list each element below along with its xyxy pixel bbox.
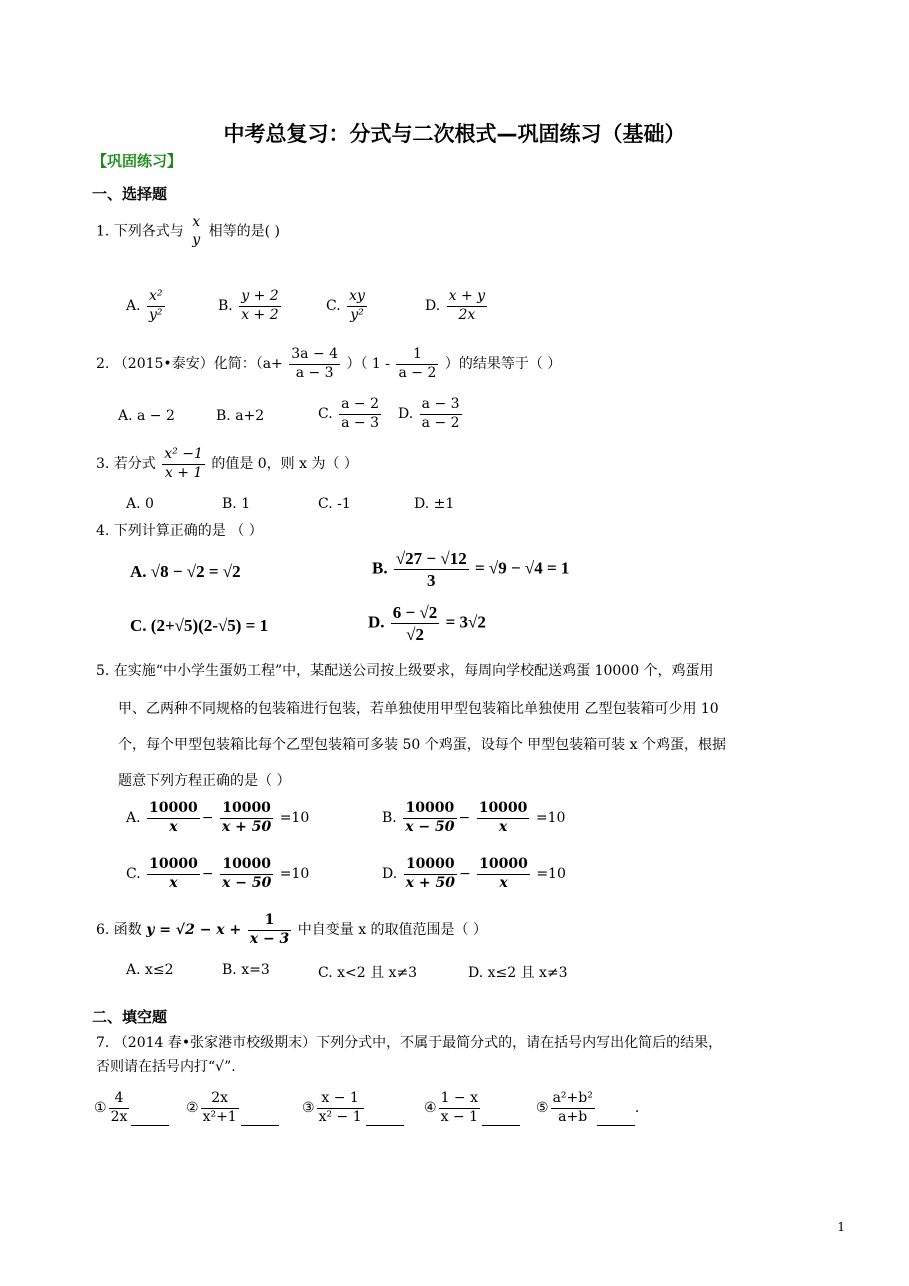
option-label: B.: [372, 558, 388, 578]
option-den: a − 2: [421, 414, 460, 431]
option-den: x + 50: [405, 874, 455, 891]
option-den: x − 50: [222, 874, 272, 891]
q2-stem-pre: 2. （2015•泰安）化简：（a+: [96, 356, 283, 372]
question-7-line-1: 7. （2014 春•张家港市校级期末）下列分式中，不属于最简分式的，请在括号内写出化简后的结果，: [96, 1035, 723, 1051]
item-den: 2x: [110, 1108, 128, 1125]
q7-item-3: [302, 1090, 404, 1126]
page-title: 中考总复习：分式与二次根式—巩固练习（基础）: [223, 122, 686, 146]
question-5-line-4: 题意下列方程正确的是（ ）: [118, 773, 291, 789]
option-den: x: [169, 818, 178, 835]
q3-option-d: D. ±1: [414, 496, 455, 512]
page-number: 1: [837, 1220, 845, 1234]
item-end: .: [634, 1100, 640, 1116]
option-den: √2: [406, 625, 424, 645]
q2-stem-mid: ）（ 1 -: [346, 356, 391, 372]
q5-option-d: D. $\frac{10000}{x + 50}$ − $\frac{10000}{x}$ =10: [382, 856, 566, 891]
question-5-line-2: 甲、乙两种不同规格的包装箱进行包装，若单独使用甲型包装箱比单独使用 乙型包装箱可少用 10: [118, 701, 719, 717]
q7-item-5: [536, 1090, 639, 1126]
q1-option-b: [218, 288, 283, 324]
option-num: 10000: [220, 856, 273, 875]
q1-stem-pre: 1. 下列各式与: [96, 223, 184, 240]
option-label: A.: [126, 810, 141, 826]
option-num: √27 − √12: [394, 548, 469, 570]
q2-stem-post: ）的结果等于（ ）: [444, 356, 562, 372]
q5-option-a: A. $\frac{10000}{x}$ − $\frac{10000}{x + 50}$ =10: [126, 800, 310, 835]
q7-item-4: [424, 1090, 520, 1126]
question-2: [96, 346, 561, 382]
option-num: 10000: [477, 800, 530, 819]
option-label: C.: [126, 866, 141, 882]
q3-frac-den: x + 1: [164, 464, 203, 481]
option-num: 6 − √2: [391, 602, 440, 624]
q1-frac-den: y: [192, 231, 201, 248]
q6-expression: y = √2 − x +: [146, 922, 242, 938]
q7-item-2: [186, 1090, 279, 1126]
option-num: 10000: [404, 856, 457, 875]
q4-option-b: [372, 548, 569, 592]
q3-option-c: C. -1: [318, 496, 351, 512]
q1-frac-num: x: [192, 214, 201, 230]
item-mark: ①: [94, 1100, 107, 1116]
section-heading-fill: 二、填空题: [92, 1008, 168, 1026]
option-label: B.: [218, 298, 233, 314]
q1-stem-post: 相等的是( ): [208, 223, 281, 240]
section-tag: 【巩固练习】: [92, 152, 183, 170]
q6-option-d: D. x≤2 且 x≠3: [468, 965, 568, 981]
q6-option-b: B. x=3: [222, 962, 270, 978]
q2-option-a: A. a − 2: [118, 408, 175, 424]
q7-item-1: [94, 1090, 169, 1126]
q3-option-a: A. 0: [126, 496, 154, 512]
q4-option-c: C. (2+√5)(2-√5) = 1: [130, 616, 269, 635]
q4-option-d: [368, 602, 486, 646]
q2-frac2-num: 1: [396, 346, 438, 365]
option-den: x: [169, 874, 178, 891]
option-num: 10000: [477, 856, 530, 875]
item-den: x² − 1: [318, 1108, 362, 1125]
item-den: x − 1: [440, 1108, 478, 1125]
answer-blank[interactable]: [482, 1124, 520, 1126]
q2-frac2-den: a − 2: [398, 364, 437, 381]
option-den: y²: [149, 306, 163, 323]
option-label: D.: [425, 298, 441, 314]
item-mark: ④: [424, 1100, 437, 1116]
q6-frac-den: x − 3: [249, 930, 290, 947]
option-rhs: =10: [279, 866, 310, 882]
q3-stem-post: 的值是 0，则 x 为（ ）: [211, 456, 358, 472]
item-num: 2x: [201, 1090, 239, 1109]
item-mark: ③: [302, 1100, 315, 1116]
item-num: 4: [109, 1090, 130, 1109]
option-den: 3: [427, 571, 436, 591]
option-label: D.: [368, 612, 385, 632]
option-den: x + 50: [221, 818, 272, 835]
q6-stem-post: 中自变量 x 的取值范围是（ ）: [297, 922, 487, 938]
option-rhs: =10: [536, 866, 566, 882]
item-den: x²+1: [202, 1108, 237, 1125]
item-mark: ②: [186, 1100, 199, 1116]
item-num: x − 1: [317, 1090, 364, 1109]
option-rhs: =10: [535, 810, 566, 826]
option-den: a − 3: [341, 414, 380, 431]
q6-option-a: A. x≤2: [126, 962, 174, 978]
option-num: y + 2: [239, 288, 280, 307]
option-num: a − 2: [339, 396, 381, 415]
item-mark: ⑤: [536, 1100, 549, 1116]
q1-option-c: [326, 288, 369, 324]
answer-blank[interactable]: [131, 1124, 169, 1126]
option-num: 10000: [403, 800, 456, 819]
answer-blank[interactable]: [597, 1124, 635, 1126]
option-label: B.: [382, 810, 397, 826]
q3-frac-num: x² −1: [162, 446, 205, 465]
q3-option-b: B. 1: [222, 496, 251, 512]
option-den: x: [498, 818, 508, 835]
option-rest: = √9 − √4 = 1: [474, 558, 570, 578]
q1-option-a: [126, 288, 167, 324]
question-6: [96, 912, 487, 948]
question-1: [96, 214, 280, 249]
option-num: 10000: [147, 800, 200, 819]
item-num: a²+b²: [551, 1090, 595, 1109]
question-5-line-1: 5. 在实施“中小学生蛋奶工程”中，某配送公司按上级要求，每周向学校配送鸡蛋 10000 个，鸡蛋用: [96, 663, 714, 679]
question-5-line-3: 个，每个甲型包装箱比每个乙型包装箱可多装 50 个鸡蛋，设每个 甲型包装箱可装 x 个鸡蛋，根据: [118, 737, 726, 753]
q6-stem-pre: 6. 函数: [96, 922, 142, 938]
option-rest: = 3√2: [445, 612, 486, 632]
option-num: xy: [347, 288, 367, 307]
option-label: D.: [398, 406, 414, 422]
option-num: 10000: [220, 800, 273, 819]
q2-option-d: [398, 396, 464, 432]
q1-fraction: [190, 214, 202, 249]
option-den: x + 2: [241, 306, 279, 323]
q6-option-c: C. x<2 且 x≠3: [318, 965, 418, 981]
option-num: x²: [147, 288, 165, 307]
option-rhs: =10: [279, 810, 310, 826]
q2-frac1-num: 3a − 4: [289, 346, 340, 365]
option-num: 10000: [147, 856, 200, 875]
option-label: C.: [318, 406, 333, 422]
item-num: 1 − x: [439, 1090, 480, 1109]
option-num: a − 3: [420, 396, 462, 415]
option-num: x + y: [447, 288, 487, 307]
section-heading-choice: 一、选择题: [92, 185, 168, 203]
option-den: x: [499, 874, 508, 891]
option-den: y²: [350, 306, 364, 323]
question-3: [96, 446, 358, 482]
q5-option-c: C. $\frac{10000}{x}$ − $\frac{10000}{x - 50}$ =10: [126, 856, 310, 891]
q5-option-b: B. $\frac{10000}{x - 50}$ − $\frac{10000}{x}$ =10: [382, 800, 566, 835]
option-den: 2x: [458, 306, 476, 323]
option-den: x − 50: [405, 818, 455, 835]
q1-option-d: [425, 288, 489, 324]
item-den: a+b: [558, 1108, 588, 1125]
question-4: 4. 下列计算正确的是 （ ）: [96, 523, 263, 539]
option-label: A.: [126, 298, 141, 314]
answer-blank[interactable]: [241, 1124, 279, 1126]
question-7-line-2: 否则请在括号内打“√”.: [96, 1059, 236, 1075]
q4-option-a: A. √8 − √2 = √2: [130, 562, 241, 581]
q2-option-b: B. a+2: [216, 408, 265, 424]
option-label: C.: [326, 298, 341, 314]
q2-frac1-den: a − 3: [295, 364, 334, 381]
q2-option-c: [318, 396, 383, 432]
answer-blank[interactable]: [366, 1124, 404, 1126]
option-label: D.: [382, 866, 398, 882]
q6-frac-num: 1: [248, 912, 292, 931]
q3-stem-pre: 3. 若分式: [96, 456, 156, 472]
